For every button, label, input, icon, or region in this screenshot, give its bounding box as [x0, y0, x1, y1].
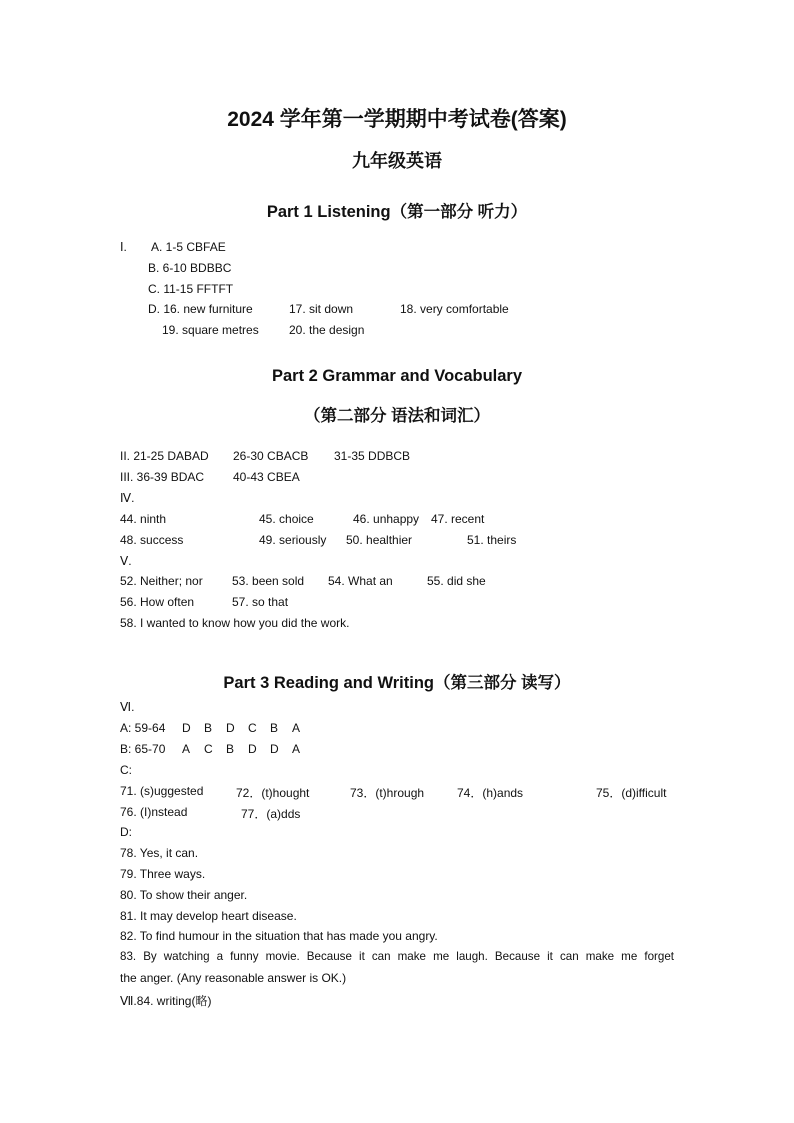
listening-d18: 18. very comfortable [400, 302, 509, 316]
answer-56: 56. How often [120, 595, 195, 609]
iii-group-1: III. 36-39 BDAC [120, 470, 205, 484]
answer-83-line2: the anger. (Any reasonable answer is OK.) [120, 971, 347, 985]
answer-49: 49. seriously [259, 533, 327, 547]
reading-a-64: A [292, 721, 301, 735]
listening-d17: 17. sit down [289, 302, 354, 316]
answer-58: 58. I wanted to know how you did the work. [120, 616, 350, 630]
answer-48: 48. success [120, 533, 184, 547]
part3-heading: Part 3 Reading and Writing（第三部分 读写） [223, 674, 571, 692]
reading-b-65: A [182, 742, 191, 756]
answer-82: 82. To find humour in the situation that has made you angry. [120, 929, 438, 943]
page-subtitle: 九年级英语 [352, 151, 442, 171]
reading-c-label: C: [120, 763, 132, 777]
listening-d19: 19. square metres [162, 323, 259, 337]
writing-84: Ⅶ.84. writing(略) [120, 994, 212, 1008]
answer-80: 80. To show their anger. [120, 888, 248, 902]
reading-b-66: C [204, 742, 213, 756]
reading-b-69: D [270, 742, 279, 756]
ii-group-1: II. 21-25 DABAD [120, 449, 209, 463]
reading-d-label: D: [120, 825, 132, 839]
reading-b-67: B [226, 742, 235, 756]
reading-a-59: D [182, 721, 191, 735]
roman-iv: Ⅳ. [120, 491, 135, 505]
answer-72: 72．(t)hought [236, 786, 310, 800]
listening-c: C. 11-15 FFTFT [148, 282, 234, 296]
ii-group-2: 26-30 CBACB [233, 449, 309, 463]
reading-b-label: B: 65-70 [120, 742, 166, 756]
answer-51: 51. theirs [467, 533, 517, 547]
iii-group-2: 40-43 CBEA [233, 470, 300, 484]
part1-heading: Part 1 Listening（第一部分 听力） [266, 203, 528, 221]
answer-54: 54. What an [328, 574, 393, 588]
ii-group-3: 31-35 DDBCB [334, 449, 411, 463]
roman-v: Ⅴ. [120, 554, 132, 568]
answer-76: 76. (I)nstead [120, 805, 188, 819]
reading-b-68: D [248, 742, 257, 756]
answer-77: 77．(a)dds [241, 807, 301, 821]
reading-a-62: C [248, 721, 257, 735]
reading-a-61: D [226, 721, 235, 735]
answer-71: 71. (s)uggested [120, 784, 204, 798]
answer-45: 45. choice [259, 512, 314, 526]
listening-b: B. 6-10 BDBBC [148, 261, 232, 275]
reading-a-63: B [270, 721, 279, 735]
reading-a-60: B [204, 721, 213, 735]
answer-47: 47. recent [431, 512, 485, 526]
answer-73: 73．(t)hrough [350, 786, 425, 800]
answer-83-line1: 83. By watching a funny movie. Because it can make me laugh. Because it can make me forget [120, 950, 674, 963]
answer-75: 75．(d)ifficult [596, 786, 667, 800]
answer-78: 78. Yes, it can. [120, 846, 199, 860]
answer-44: 44. ninth [120, 512, 167, 526]
reading-b-70: A [292, 742, 301, 756]
answer-52: 52. Neither; nor [120, 574, 203, 588]
roman-i: Ⅰ. [120, 240, 127, 254]
answer-81: 81. It may develop heart disease. [120, 909, 297, 923]
roman-vi: Ⅵ. [120, 700, 135, 714]
answer-53: 53. been sold [232, 574, 305, 588]
listening-d20: 20. the design [289, 323, 365, 337]
reading-a-label: A: 59-64 [120, 721, 166, 735]
listening-d16: D. 16. new furniture [148, 302, 253, 316]
answer-50: 50. healthier [346, 533, 413, 547]
page-title: 2024 学年第一学期期中考试卷(答案) [227, 108, 567, 131]
part2-heading: Part 2 Grammar and Vocabulary [271, 367, 523, 385]
answer-55: 55. did she [427, 574, 486, 588]
part2-heading-cn: （第二部分 语法和词汇） [303, 407, 491, 425]
listening-a: A. 1-5 CBFAE [151, 240, 226, 254]
answer-57: 57. so that [232, 595, 289, 609]
answer-74: 74．(h)ands [457, 786, 524, 800]
answer-46: 46. unhappy [353, 512, 420, 526]
answer-79: 79. Three ways. [120, 867, 206, 881]
